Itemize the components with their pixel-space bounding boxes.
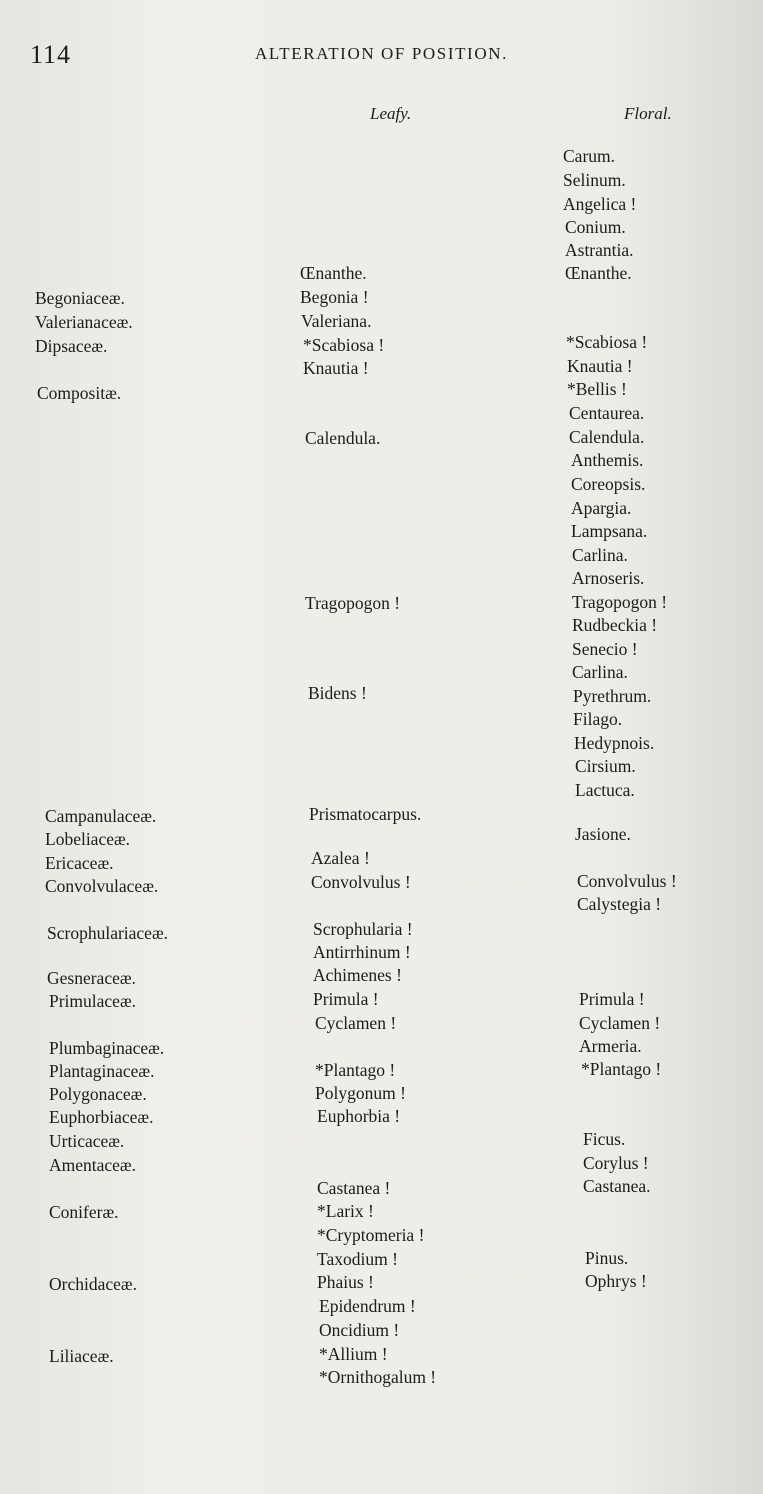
floral-entry: Knautia !: [567, 356, 633, 376]
leafy-entry: Euphorbia !: [317, 1106, 401, 1126]
leafy-entry: Primula !: [313, 989, 379, 1009]
floral-entry: Castanea.: [583, 1176, 651, 1196]
floral-entry: Calystegia !: [577, 894, 662, 914]
leafy-entry: *Larix !: [317, 1201, 374, 1221]
floral-entry: Pyrethrum.: [573, 686, 652, 706]
leafy-entry: *Ornithogalum !: [319, 1367, 437, 1387]
floral-entry: Lampsana.: [571, 521, 648, 541]
leafy-entry: Tragopogon !: [305, 593, 401, 613]
families-entry: Lobeliaceæ.: [45, 829, 131, 849]
floral-entry: Centaurea.: [569, 403, 645, 423]
leafy-entry: Taxodium !: [317, 1249, 398, 1269]
leafy-entry: Valeriana.: [301, 311, 372, 331]
page-number: 114: [30, 40, 72, 69]
families-entry: Primulaceæ.: [49, 991, 136, 1011]
floral-entry: Cyclamen !: [579, 1013, 661, 1033]
floral-entry: Jasione.: [575, 824, 631, 844]
families-entry: Dipsaceæ.: [35, 336, 108, 356]
floral-entry: Anthemis.: [571, 450, 644, 470]
leafy-entry: Scrophularia !: [313, 919, 413, 939]
floral-entry: Rudbeckia !: [572, 615, 658, 635]
families-entry: Plumbaginaceæ.: [49, 1038, 165, 1058]
running-head: ALTERATION OF POSITION.: [255, 44, 508, 63]
floral-entry: Coreopsis.: [571, 474, 646, 494]
leafy-entry: Polygonum !: [315, 1083, 406, 1103]
column-header-floral: Floral.: [624, 104, 672, 123]
leafy-entry: Begonia !: [300, 287, 369, 307]
leafy-entry: Epidendrum !: [319, 1296, 416, 1316]
floral-entry: Tragopogon !: [572, 592, 668, 612]
column-header-leafy: Leafy.: [370, 104, 412, 123]
floral-entry: Ophrys !: [585, 1271, 647, 1291]
leafy-entry: Œnanthe.: [300, 263, 367, 283]
floral-entry: Arnoseris.: [572, 568, 645, 588]
families-entry: Begoniaceæ.: [35, 288, 125, 308]
families-entry: Gesneraceæ.: [47, 968, 136, 988]
leafy-entry: Castanea !: [317, 1178, 391, 1198]
floral-entry: Pinus.: [585, 1248, 629, 1268]
floral-entry: Lactuca.: [575, 780, 635, 800]
floral-entry: *Bellis !: [567, 379, 627, 399]
floral-entry: Conium.: [565, 217, 626, 237]
families-entry: Coniferæ.: [49, 1202, 119, 1222]
floral-entry: Ficus.: [583, 1129, 626, 1149]
floral-entry: Armeria.: [579, 1036, 642, 1056]
leafy-entry: Convolvulus !: [311, 872, 411, 892]
floral-entry: Primula !: [579, 989, 645, 1009]
leafy-entry: Cyclamen !: [315, 1013, 397, 1033]
families-entry: Polygonaceæ.: [49, 1084, 147, 1104]
families-entry: Valerianaceæ.: [35, 312, 133, 332]
floral-entry: Carlina.: [572, 662, 628, 682]
leafy-entry: *Allium !: [319, 1344, 388, 1364]
floral-entry: Apargia.: [571, 498, 632, 518]
floral-entry: Selinum.: [563, 170, 626, 190]
floral-entry: *Plantago !: [581, 1059, 662, 1079]
floral-entry: Angelica !: [563, 194, 637, 214]
leafy-entry: Bidens !: [308, 683, 367, 703]
families-entry: Amentaceæ.: [49, 1155, 136, 1175]
floral-entry: Hedypnois.: [574, 733, 655, 753]
families-entry: Euphorbiaceæ.: [49, 1107, 154, 1127]
leafy-entry: Calendula.: [305, 428, 381, 448]
floral-entry: Œnanthe.: [565, 263, 632, 283]
leafy-entry: Phaius !: [317, 1272, 374, 1292]
leafy-entry: Achimenes !: [313, 965, 402, 985]
families-entry: Convolvulaceæ.: [45, 876, 159, 896]
families-entry: Scrophulariaceæ.: [47, 923, 168, 943]
leafy-entry: *Plantago !: [315, 1060, 396, 1080]
floral-entry: Astrantia.: [565, 240, 634, 260]
leafy-entry: *Cryptomeria !: [317, 1225, 425, 1245]
leafy-entry: *Scabiosa !: [303, 335, 385, 355]
families-entry: Orchidaceæ.: [49, 1274, 137, 1294]
floral-entry: Carum.: [563, 146, 616, 166]
leafy-entry: Antirrhinum !: [313, 942, 411, 962]
leafy-entry: Oncidium !: [319, 1320, 400, 1340]
families-entry: Compositæ.: [37, 383, 122, 403]
families-entry: Liliaceæ.: [49, 1346, 114, 1366]
leafy-entry: Prismatocarpus.: [309, 804, 422, 824]
floral-entry: Corylus !: [583, 1153, 649, 1173]
families-entry: Ericaceæ.: [45, 853, 114, 873]
floral-entry: Senecio !: [572, 639, 638, 659]
leafy-entry: Knautia !: [303, 358, 369, 378]
families-entry: Urticaceæ.: [49, 1131, 125, 1151]
floral-entry: Carlina.: [572, 545, 628, 565]
floral-entry: *Scabiosa !: [566, 332, 648, 352]
floral-entry: Convolvulus !: [577, 871, 677, 891]
families-entry: Campanulaceæ.: [45, 806, 157, 826]
floral-entry: Filago.: [573, 709, 623, 729]
floral-entry: Calendula.: [569, 427, 645, 447]
leafy-entry: Azalea !: [311, 848, 370, 868]
floral-entry: Cirsium.: [575, 756, 636, 776]
families-entry: Plantaginaceæ.: [49, 1061, 155, 1081]
